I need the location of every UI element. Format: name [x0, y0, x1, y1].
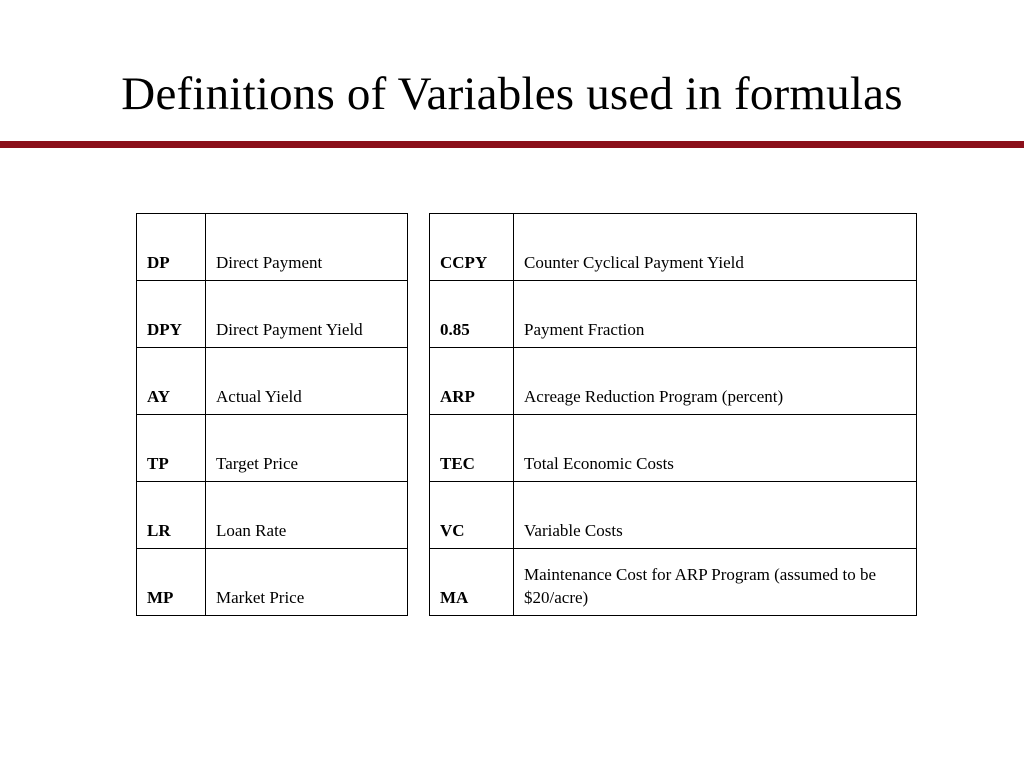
- slide-title: Definitions of Variables used in formulas: [121, 68, 903, 120]
- variable-definition: Market Price: [206, 549, 408, 616]
- left-definitions-table: [136, 213, 408, 616]
- table-row: [137, 348, 408, 415]
- variable-abbreviation: AY: [137, 348, 206, 415]
- variable-abbreviation: 0.85: [430, 281, 514, 348]
- variable-abbreviation: ARP: [430, 348, 514, 415]
- table-row: [137, 482, 408, 549]
- table-row: [137, 549, 408, 616]
- variable-abbreviation: LR: [137, 482, 206, 549]
- title-divider: [0, 141, 1024, 148]
- variable-definition: Actual Yield: [206, 348, 408, 415]
- variable-definition: Target Price: [206, 415, 408, 482]
- variable-abbreviation: CCPY: [430, 214, 514, 281]
- variable-definition: Direct Payment Yield: [206, 281, 408, 348]
- variable-abbreviation: MP: [137, 549, 206, 616]
- variable-abbreviation: MA: [430, 549, 514, 616]
- variable-definition: Maintenance Cost for ARP Program (assumed to be $20/acre): [514, 549, 917, 616]
- variable-definition: Payment Fraction: [514, 281, 917, 348]
- table-row: [137, 214, 408, 281]
- variable-definition: Counter Cyclical Payment Yield: [514, 214, 917, 281]
- variable-definition: Total Economic Costs: [514, 415, 917, 482]
- table-row: [430, 549, 917, 616]
- variable-abbreviation: VC: [430, 482, 514, 549]
- table-row: [137, 281, 408, 348]
- variable-definition: Acreage Reduction Program (percent): [514, 348, 917, 415]
- variable-abbreviation: DPY: [137, 281, 206, 348]
- variable-definition: Direct Payment: [206, 214, 408, 281]
- variable-abbreviation: DP: [137, 214, 206, 281]
- right-definitions-table: [429, 213, 917, 616]
- table-row: [430, 415, 917, 482]
- table-row: [430, 482, 917, 549]
- variable-definition: Variable Costs: [514, 482, 917, 549]
- variable-abbreviation: TP: [137, 415, 206, 482]
- variable-abbreviation: TEC: [430, 415, 514, 482]
- table-row: [430, 281, 917, 348]
- table-row: [430, 214, 917, 281]
- variable-definition: Loan Rate: [206, 482, 408, 549]
- table-row: [137, 415, 408, 482]
- table-row: [430, 348, 917, 415]
